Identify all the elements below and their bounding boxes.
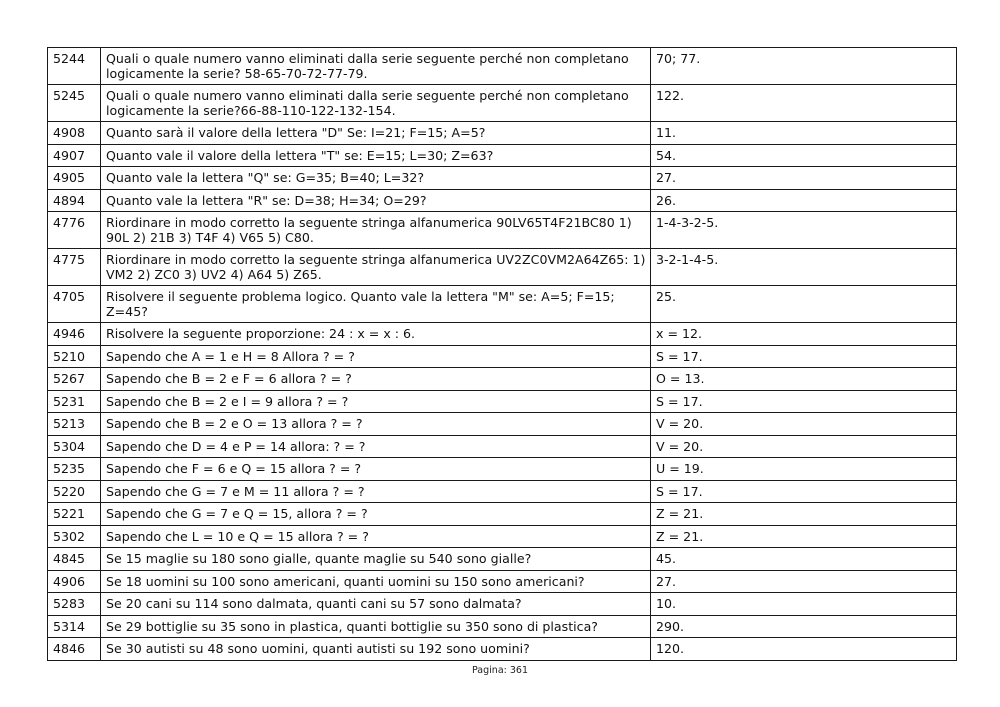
table-row [48,413,957,436]
question-id-cell: 5221 [48,503,101,526]
answer-cell: U = 19. [651,458,957,481]
question-id-cell: 5213 [48,413,101,436]
question-text-cell: Se 20 cani su 114 sono dalmata, quanti cani su 57 sono dalmata? [101,593,651,616]
table-row [48,249,957,286]
question-text-cell: Sapendo che L = 10 e Q = 15 allora ? = ? [101,525,651,548]
answer-cell: S = 17. [651,345,957,368]
answer-cell: 3-2-1-4-5. [651,249,957,286]
question-id-cell: 5231 [48,390,101,413]
table-row [48,189,957,212]
question-id-cell: 5267 [48,368,101,391]
question-text-cell: Sapendo che G = 7 e Q = 15, allora ? = ? [101,503,651,526]
question-text-cell: Quanto vale il valore della lettera "T" se: E=15; L=30; Z=63? [101,144,651,167]
answer-cell: 27. [651,167,957,190]
table-row [48,435,957,458]
question-id-cell: 4845 [48,548,101,571]
answer-cell: 1-4-3-2-5. [651,212,957,249]
question-text-cell: Quali o quale numero vanno eliminati dalla serie seguente perché non completano logicamente la serie?66-88-110-122-132-154. [101,85,651,122]
answer-cell: O = 13. [651,368,957,391]
question-id-cell: 5283 [48,593,101,616]
table-row [48,85,957,122]
answer-cell: 45. [651,548,957,571]
answer-cell: 122. [651,85,957,122]
table-row [48,525,957,548]
question-text-cell: Quanto vale la lettera "Q" se: G=35; B=40; L=32? [101,167,651,190]
table-row [48,286,957,323]
question-text-cell: Sapendo che A = 1 e H = 8 Allora ? = ? [101,345,651,368]
table-row [48,323,957,346]
answer-cell: 70; 77. [651,48,957,85]
question-text-cell: Sapendo che B = 2 e F = 6 allora ? = ? [101,368,651,391]
question-id-cell: 5245 [48,85,101,122]
question-text-cell: Sapendo che F = 6 e Q = 15 allora ? = ? [101,458,651,481]
question-id-cell: 5304 [48,435,101,458]
questions-table [47,47,957,661]
question-id-cell: 4705 [48,286,101,323]
question-text-cell: Se 29 bottiglie su 35 sono in plastica, quanti bottiglie su 350 sono di plastica? [101,615,651,638]
question-id-cell: 5210 [48,345,101,368]
table-row [48,458,957,481]
question-id-cell: 4894 [48,189,101,212]
answer-cell: Z = 21. [651,525,957,548]
question-id-cell: 4946 [48,323,101,346]
question-id-cell: 4906 [48,570,101,593]
question-text-cell: Quali o quale numero vanno eliminati dalla serie seguente perché non completano logicamente la serie? 58-65-70-72-77-79. [101,48,651,85]
table-row [48,390,957,413]
question-id-cell: 5220 [48,480,101,503]
question-text-cell: Quanto sarà il valore della lettera "D" Se: I=21; F=15; A=5? [101,122,651,145]
table-row [48,144,957,167]
question-id-cell: 4907 [48,144,101,167]
question-text-cell: Quanto vale la lettera "R" se: D=38; H=34; O=29? [101,189,651,212]
answer-cell: Z = 21. [651,503,957,526]
table-row [48,212,957,249]
question-id-cell: 4905 [48,167,101,190]
question-id-cell: 4775 [48,249,101,286]
question-text-cell: Sapendo che B = 2 e O = 13 allora ? = ? [101,413,651,436]
table-row [48,593,957,616]
table-row [48,480,957,503]
answer-cell: 26. [651,189,957,212]
question-id-cell: 5235 [48,458,101,481]
question-text-cell: Riordinare in modo corretto la seguente stringa alfanumerica UV2ZC0VM2A64Z65: 1) VM2 2) ZC0 3) UV2 4) A64 5) Z65. [101,249,651,286]
question-text-cell: Sapendo che G = 7 e M = 11 allora ? = ? [101,480,651,503]
answer-cell: 120. [651,638,957,661]
answer-cell: V = 20. [651,413,957,436]
table-row [48,122,957,145]
table-row [48,48,957,85]
question-id-cell: 4776 [48,212,101,249]
question-id-cell: 5244 [48,48,101,85]
answer-cell: 54. [651,144,957,167]
question-id-cell: 4846 [48,638,101,661]
question-id-cell: 5314 [48,615,101,638]
question-text-cell: Sapendo che B = 2 e I = 9 allora ? = ? [101,390,651,413]
answer-cell: S = 17. [651,390,957,413]
question-text-cell: Risolvere la seguente proporzione: 24 : x = x : 6. [101,323,651,346]
question-id-cell: 5302 [48,525,101,548]
question-text-cell: Riordinare in modo corretto la seguente stringa alfanumerica 90LV65T4F21BC80 1) 90L 2) 21B 3) T4F 4) V65 5) C80. [101,212,651,249]
answer-cell: 27. [651,570,957,593]
question-text-cell: Se 30 autisti su 48 sono uomini, quanti autisti su 192 sono uomini? [101,638,651,661]
table-row [48,345,957,368]
table-row [48,570,957,593]
answer-cell: 25. [651,286,957,323]
question-id-cell: 4908 [48,122,101,145]
table-row [48,368,957,391]
question-text-cell: Se 18 uomini su 100 sono americani, quanti uomini su 150 sono americani? [101,570,651,593]
answer-cell: 11. [651,122,957,145]
question-text-cell: Se 15 maglie su 180 sono gialle, quante maglie su 540 sono gialle? [101,548,651,571]
answer-cell: 290. [651,615,957,638]
answer-cell: S = 17. [651,480,957,503]
questions-table-body [48,48,957,661]
answer-cell: x = 12. [651,323,957,346]
table-row [48,548,957,571]
answer-cell: 10. [651,593,957,616]
answer-cell: V = 20. [651,435,957,458]
table-row [48,638,957,661]
table-row [48,167,957,190]
page-number: Pagina: 361 [472,665,528,676]
table-row [48,615,957,638]
table-row [48,503,957,526]
question-text-cell: Risolvere il seguente problema logico. Quanto vale la lettera "M" se: A=5; F=15; Z=45? [101,286,651,323]
question-text-cell: Sapendo che D = 4 e P = 14 allora: ? = ? [101,435,651,458]
